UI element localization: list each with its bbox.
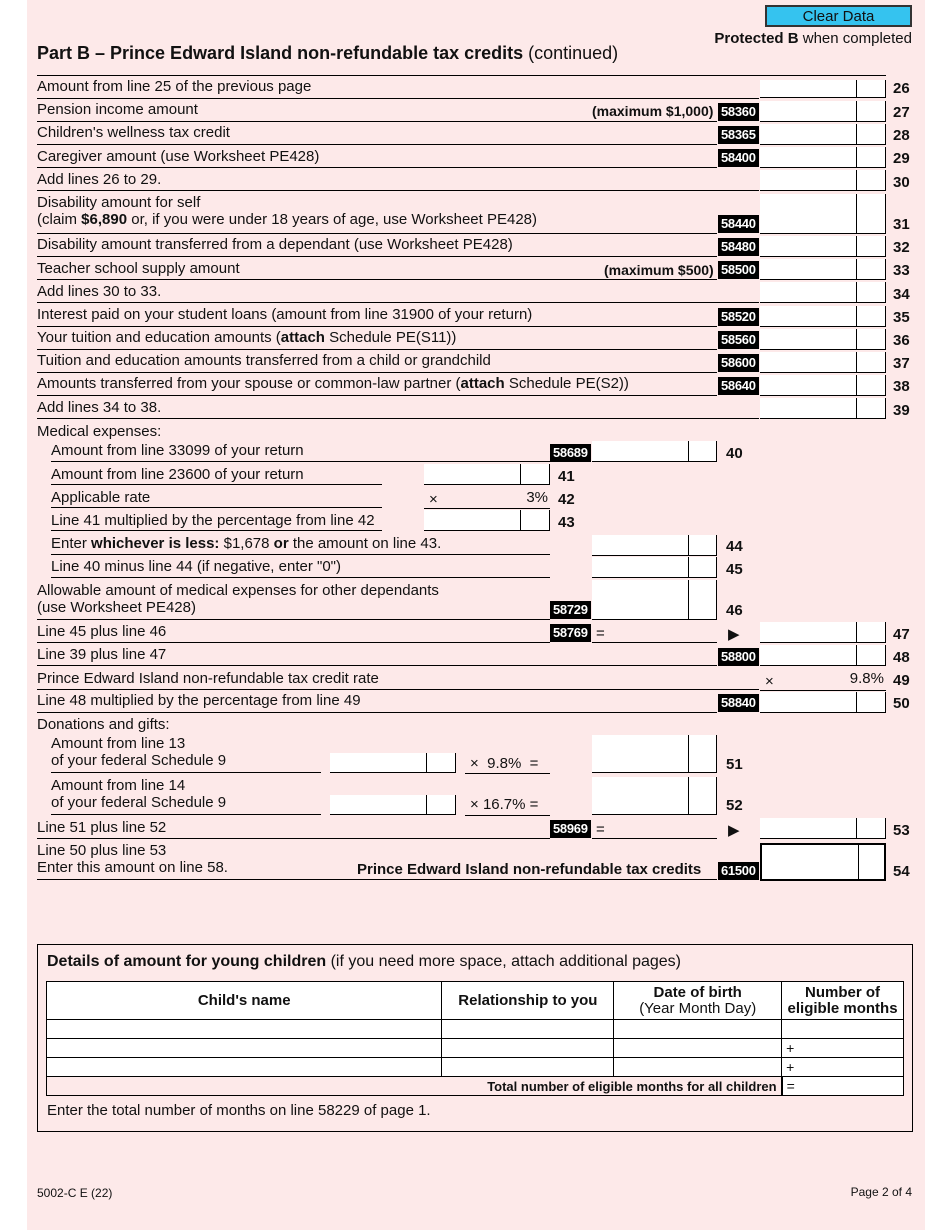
line-40-label: Amount from line 33099 of your return [51, 442, 304, 459]
total-months-label: Total number of eligible months for all children [47, 1077, 782, 1096]
times-sign: × [765, 673, 774, 690]
young-children-table [46, 981, 904, 1096]
line-30-number: 30 [893, 174, 910, 191]
line-35-label: Interest paid on your student loans (amount from line 31900 of your return) [37, 306, 533, 323]
line-47-label: Line 45 plus line 46 [37, 623, 167, 640]
line-46-label: Allowable amount of medical expenses for other dependants [37, 582, 439, 599]
table-row [47, 1039, 904, 1058]
line-53-label: Line 51 plus line 52 [37, 819, 167, 836]
line-29-number: 29 [893, 150, 910, 167]
line-39-label: Add lines 34 to 38. [37, 399, 162, 416]
line-38-label: Amounts transferred from your spouse or common-law partner (attach Schedule PE(S2)) [37, 375, 629, 392]
line-53-number: 53 [893, 822, 910, 839]
line-43-label: Line 41 multiplied by the percentage from line 42 [51, 512, 375, 529]
code-58560: 58560 [718, 331, 759, 349]
line-52-label: Amount from line 14 [51, 777, 186, 794]
line-30-label: Add lines 26 to 29. [37, 171, 162, 188]
code-61500: 61500 [718, 862, 759, 880]
code-58480: 58480 [718, 238, 759, 256]
col-eligible-months: Number of eligible months [782, 982, 904, 1020]
table-row [47, 1058, 904, 1077]
line-51-field[interactable] [592, 735, 717, 773]
line-54-title: Prince Edward Island non-refundable tax credits [357, 861, 702, 878]
code-58840: 58840 [718, 694, 759, 712]
line-35-field[interactable] [760, 306, 886, 327]
line-33-label: Teacher school supply amount [37, 260, 240, 277]
line-29-label: Caregiver amount (use Worksheet PE428) [37, 148, 320, 165]
line-39-number: 39 [893, 402, 910, 419]
col-childs-name: Child's name [47, 982, 442, 1020]
line-29-field[interactable] [760, 147, 886, 168]
line-45-field[interactable] [592, 557, 717, 578]
line-31-label: Disability amount for self [37, 194, 201, 211]
line-48-field[interactable] [760, 645, 886, 666]
code-58769: 58769 [550, 624, 591, 642]
line-34-label: Add lines 30 to 33. [37, 283, 162, 300]
line-46-note: (use Worksheet PE428) [37, 599, 196, 616]
line-27-field[interactable] [760, 101, 886, 122]
total-months-field[interactable] [782, 1077, 904, 1096]
child-name-cell[interactable] [47, 1020, 442, 1039]
line-42-number: 42 [558, 491, 575, 508]
line-39-field[interactable] [760, 398, 886, 419]
line-45-number: 45 [726, 561, 743, 578]
relationship-cell[interactable] [442, 1039, 614, 1058]
line-49-number: 49 [893, 672, 910, 689]
line-36-label: Your tuition and education amounts (attach Schedule PE(S11)) [37, 329, 457, 346]
code-58400: 58400 [718, 149, 759, 167]
equals-sign: = [786, 1078, 795, 1094]
line-51-number: 51 [726, 756, 743, 773]
line-45-label: Line 40 minus line 44 (if negative, enter "0") [51, 558, 341, 575]
young-children-title: Details of amount for young children (if you need more space, attach additional pages) [47, 953, 682, 970]
code-58800: 58800 [718, 648, 759, 666]
col-relationship: Relationship to you [442, 982, 614, 1020]
line-28-label: Children's wellness tax credit [37, 124, 230, 141]
young-children-note: Enter the total number of months on line 58229 of page 1. [47, 1102, 431, 1119]
line-52-field[interactable] [592, 777, 717, 815]
line-47-field[interactable] [760, 622, 886, 643]
line-52-number: 52 [726, 797, 743, 814]
line-43-field[interactable] [424, 510, 550, 531]
line-37-field[interactable] [760, 352, 886, 373]
line-51-amount-field[interactable] [330, 753, 456, 773]
line-54-field[interactable] [760, 843, 886, 881]
line-52-rate: × 16.7% = [470, 796, 539, 813]
code-58520: 58520 [718, 308, 759, 326]
line-44-field[interactable] [592, 535, 717, 556]
page-title: Part B – Prince Edward Island non-refundable tax credits (continued) [37, 43, 619, 63]
protected-status: Protected B when completed [714, 30, 912, 47]
line-33-field[interactable] [760, 259, 886, 280]
line-32-label: Disability amount transferred from a dependant (use Worksheet PE428) [37, 236, 513, 253]
line-49-rate: 9.8% [849, 670, 884, 687]
line-46-field[interactable] [592, 580, 717, 620]
line-38-number: 38 [893, 378, 910, 395]
line-42-label: Applicable rate [51, 489, 151, 506]
line-28-field[interactable] [760, 124, 886, 145]
line-33-max: (maximum $500) [604, 262, 714, 278]
relationship-cell[interactable] [442, 1058, 614, 1077]
line-51-note: of your federal Schedule 9 [51, 752, 227, 769]
relationship-cell[interactable] [442, 1020, 614, 1039]
line-35-number: 35 [893, 309, 910, 326]
line-47-number: 47 [893, 626, 910, 643]
line-54-label: Line 50 plus line 53 [37, 842, 167, 859]
line-41-number: 41 [558, 468, 575, 485]
code-58969: 58969 [550, 820, 591, 838]
child-name-cell[interactable] [47, 1039, 442, 1058]
line-42-rate: 3% [526, 489, 548, 506]
line-41-label: Amount from line 23600 of your return [51, 466, 304, 483]
line-38-field[interactable] [760, 375, 886, 396]
months-cell[interactable] [782, 1039, 904, 1058]
months-cell[interactable] [782, 1058, 904, 1077]
line-41-field[interactable] [424, 464, 550, 485]
line-27-max: (maximum $1,000) [592, 103, 714, 119]
line-36-field[interactable] [760, 329, 886, 350]
code-58600: 58600 [718, 354, 759, 372]
line-50-number: 50 [893, 695, 910, 712]
birth-date-cell[interactable] [614, 1039, 782, 1058]
arrow-icon: ▶ [728, 822, 740, 839]
line-34-field[interactable] [760, 282, 886, 303]
line-31-field[interactable] [760, 194, 886, 234]
code-58729: 58729 [550, 601, 591, 619]
line-54-note: Enter this amount on line 58. [37, 859, 228, 876]
donations-heading: Donations and gifts: [37, 716, 170, 733]
line-31-note: (claim $6,890 or, if you were under 18 years of age, use Worksheet PE428) [37, 211, 538, 228]
code-58440: 58440 [718, 215, 759, 233]
code-58360: 58360 [718, 103, 759, 121]
line-27-number: 27 [893, 104, 910, 121]
line-48-number: 48 [893, 649, 910, 666]
divider [37, 75, 886, 76]
total-row [47, 1077, 904, 1096]
line-26-label: Amount from line 25 of the previous page [37, 78, 312, 95]
birth-date-cell[interactable] [614, 1020, 782, 1039]
line-30-field[interactable] [760, 170, 886, 191]
line-44-label: Enter whichever is less: $1,678 or the amount on line 43. [51, 535, 442, 552]
line-36-number: 36 [893, 332, 910, 349]
line-33-number: 33 [893, 262, 910, 279]
equals-sign: = [596, 821, 605, 838]
medical-expenses-heading: Medical expenses: [37, 423, 162, 440]
code-58640: 58640 [718, 377, 759, 395]
plus-sign: + [786, 1059, 795, 1075]
code-58500: 58500 [718, 261, 759, 279]
col-date-of-birth: Date of birth (Year Month Day) [614, 982, 782, 1020]
line-26-number: 26 [893, 80, 910, 97]
code-58365: 58365 [718, 126, 759, 144]
line-51-label: Amount from line 13 [51, 735, 186, 752]
line-49-label: Prince Edward Island non-refundable tax credit rate [37, 670, 379, 687]
line-27-label: Pension income amount [37, 101, 198, 118]
line-50-label: Line 48 multiplied by the percentage from line 49 [37, 692, 361, 709]
form-number: 5002-C E (22) [37, 1186, 113, 1200]
line-53-field[interactable] [760, 818, 886, 839]
birth-date-cell[interactable] [614, 1058, 782, 1077]
line-32-number: 32 [893, 239, 910, 256]
times-sign: × [429, 491, 438, 508]
line-50-field[interactable] [760, 692, 886, 713]
child-name-cell[interactable] [47, 1058, 442, 1077]
line-51-rate: × 9.8% = [470, 755, 539, 772]
line-43-number: 43 [558, 514, 575, 531]
arrow-icon: ▶ [728, 626, 740, 643]
line-54-number: 54 [893, 863, 910, 880]
line-28-number: 28 [893, 127, 910, 144]
line-52-amount-field[interactable] [330, 795, 456, 815]
equals-sign: = [596, 625, 605, 642]
line-40-number: 40 [726, 445, 743, 462]
line-26-field[interactable] [760, 80, 886, 98]
page-number: Page 2 of 4 [850, 1185, 912, 1199]
clear-data-button[interactable]: Clear Data [765, 5, 912, 27]
line-37-number: 37 [893, 355, 910, 372]
plus-sign: + [786, 1040, 795, 1056]
line-40-field[interactable] [592, 441, 717, 462]
months-cell[interactable] [782, 1020, 904, 1039]
line-32-field[interactable] [760, 236, 886, 257]
line-31-number: 31 [893, 216, 910, 233]
line-44-number: 44 [726, 538, 743, 555]
table-row [47, 1020, 904, 1039]
line-52-note: of your federal Schedule 9 [51, 794, 227, 811]
code-58689: 58689 [550, 444, 591, 462]
line-34-number: 34 [893, 286, 910, 303]
line-46-number: 46 [726, 602, 743, 619]
line-48-label: Line 39 plus line 47 [37, 646, 167, 663]
line-37-label: Tuition and education amounts transferred from a child or grandchild [37, 352, 491, 369]
